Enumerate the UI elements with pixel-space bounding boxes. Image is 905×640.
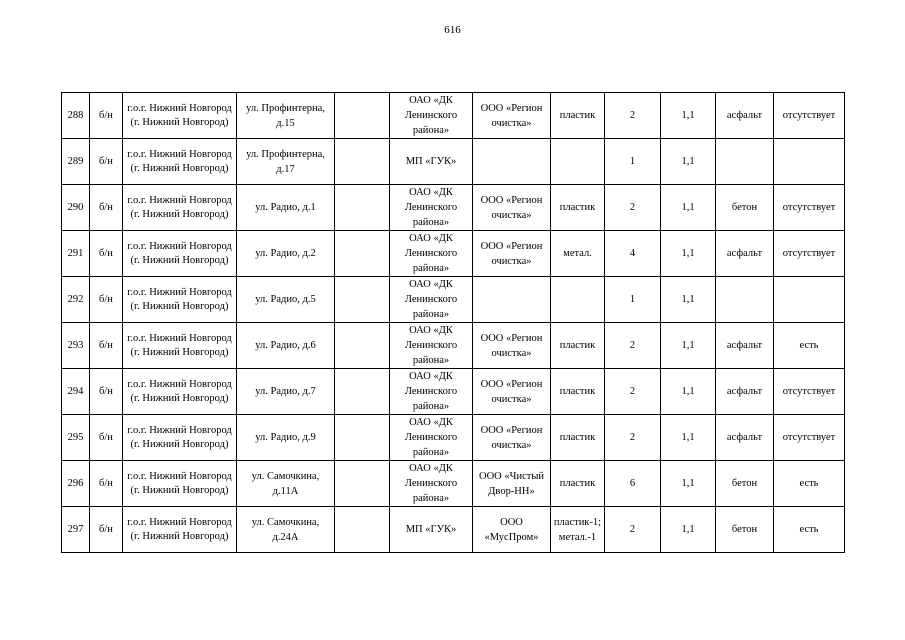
settlement-cell: г.о.г. Нижний Новгород (г. Нижний Новгород)	[123, 323, 237, 369]
address-cell: ул. Радио, д.2	[237, 231, 335, 277]
coordinates-cell	[335, 93, 390, 139]
address-cell: ул. Радио, д.1	[237, 185, 335, 231]
operator-cell	[473, 139, 551, 185]
row-number-cell: 295	[62, 415, 90, 461]
table-row	[62, 93, 845, 139]
container-count-cell: 4	[605, 231, 661, 277]
operator-cell: ООО «Чистый Двор-НН»	[473, 461, 551, 507]
container-material-cell: пластик	[551, 369, 605, 415]
table-row	[62, 139, 845, 185]
owner-cell: ОАО «ДК Ленинского района»	[390, 415, 473, 461]
settlement-cell: г.о.г. Нижний Новгород (г. Нижний Новгород)	[123, 415, 237, 461]
fence-cell	[774, 139, 845, 185]
owner-cell: ОАО «ДК Ленинского района»	[390, 93, 473, 139]
coordinates-cell	[335, 323, 390, 369]
site-number-cell: б/н	[90, 461, 123, 507]
address-cell: ул. Радио, д.7	[237, 369, 335, 415]
owner-cell: ОАО «ДК Ленинского района»	[390, 461, 473, 507]
owner-cell: ОАО «ДК Ленинского района»	[390, 231, 473, 277]
surface-type-cell: бетон	[716, 507, 774, 553]
container-volume-cell: 1,1	[661, 93, 716, 139]
surface-type-cell: асфальт	[716, 231, 774, 277]
address-cell: ул. Самочкина, д.24А	[237, 507, 335, 553]
fence-cell: есть	[774, 323, 845, 369]
fence-cell: отсутствует	[774, 185, 845, 231]
coordinates-cell	[335, 415, 390, 461]
container-material-cell: пластик	[551, 323, 605, 369]
container-count-cell: 2	[605, 369, 661, 415]
operator-cell: ООО «Регион очистка»	[473, 93, 551, 139]
surface-type-cell: асфальт	[716, 415, 774, 461]
surface-type-cell: асфальт	[716, 323, 774, 369]
row-number-cell: 290	[62, 185, 90, 231]
container-material-cell	[551, 139, 605, 185]
fence-cell: есть	[774, 461, 845, 507]
container-count-cell: 2	[605, 323, 661, 369]
owner-cell: ОАО «ДК Ленинского района»	[390, 323, 473, 369]
container-volume-cell: 1,1	[661, 369, 716, 415]
operator-cell	[473, 277, 551, 323]
container-volume-cell: 1,1	[661, 461, 716, 507]
address-cell: ул. Радио, д.9	[237, 415, 335, 461]
fence-cell: отсутствует	[774, 415, 845, 461]
site-number-cell: б/н	[90, 323, 123, 369]
row-number-cell: 291	[62, 231, 90, 277]
container-volume-cell: 1,1	[661, 139, 716, 185]
site-number-cell: б/н	[90, 231, 123, 277]
row-number-cell: 294	[62, 369, 90, 415]
coordinates-cell	[335, 231, 390, 277]
surface-type-cell: бетон	[716, 461, 774, 507]
owner-cell: МП «ГУК»	[390, 139, 473, 185]
address-cell: ул. Профинтерна, д.17	[237, 139, 335, 185]
table-row	[62, 185, 845, 231]
container-count-cell: 2	[605, 415, 661, 461]
container-count-cell: 6	[605, 461, 661, 507]
container-count-cell: 1	[605, 277, 661, 323]
settlement-cell: г.о.г. Нижний Новгород (г. Нижний Новгород)	[123, 461, 237, 507]
site-number-cell: б/н	[90, 139, 123, 185]
fence-cell: отсутствует	[774, 93, 845, 139]
site-number-cell: б/н	[90, 185, 123, 231]
site-number-cell: б/н	[90, 277, 123, 323]
site-number-cell: б/н	[90, 369, 123, 415]
surface-type-cell: асфальт	[716, 369, 774, 415]
container-count-cell: 1	[605, 139, 661, 185]
container-material-cell: пластик	[551, 461, 605, 507]
coordinates-cell	[335, 277, 390, 323]
container-material-cell	[551, 277, 605, 323]
container-volume-cell: 1,1	[661, 323, 716, 369]
owner-cell: ОАО «ДК Ленинского района»	[390, 369, 473, 415]
surface-type-cell: бетон	[716, 185, 774, 231]
address-cell: ул. Радио, д.5	[237, 277, 335, 323]
table-row	[62, 323, 845, 369]
operator-cell: ООО «Регион очистка»	[473, 415, 551, 461]
container-count-cell: 2	[605, 185, 661, 231]
coordinates-cell	[335, 461, 390, 507]
address-cell: ул. Профинтерна, д.15	[237, 93, 335, 139]
address-cell: ул. Радио, д.6	[237, 323, 335, 369]
container-count-cell: 2	[605, 93, 661, 139]
row-number-cell: 292	[62, 277, 90, 323]
row-number-cell: 293	[62, 323, 90, 369]
container-volume-cell: 1,1	[661, 185, 716, 231]
coordinates-cell	[335, 139, 390, 185]
site-number-cell: б/н	[90, 507, 123, 553]
container-volume-cell: 1,1	[661, 415, 716, 461]
operator-cell: ООО «Регион очистка»	[473, 323, 551, 369]
site-number-cell: б/н	[90, 93, 123, 139]
site-number-cell: б/н	[90, 415, 123, 461]
settlement-cell: г.о.г. Нижний Новгород (г. Нижний Новгород)	[123, 139, 237, 185]
container-material-cell: пластик	[551, 185, 605, 231]
page-number: 616	[444, 24, 461, 36]
coordinates-cell	[335, 185, 390, 231]
container-count-cell: 2	[605, 507, 661, 553]
row-number-cell: 296	[62, 461, 90, 507]
operator-cell: ООО «Регион очистка»	[473, 185, 551, 231]
settlement-cell: г.о.г. Нижний Новгород (г. Нижний Новгород)	[123, 231, 237, 277]
settlement-cell: г.о.г. Нижний Новгород (г. Нижний Новгород)	[123, 277, 237, 323]
container-material-cell: пластик-1; метал.-1	[551, 507, 605, 553]
coordinates-cell	[335, 369, 390, 415]
table-row	[62, 369, 845, 415]
fence-cell: отсутствует	[774, 369, 845, 415]
row-number-cell: 297	[62, 507, 90, 553]
fence-cell: есть	[774, 507, 845, 553]
container-material-cell: пластик	[551, 415, 605, 461]
settlement-cell: г.о.г. Нижний Новгород (г. Нижний Новгород)	[123, 507, 237, 553]
table-row	[62, 277, 845, 323]
container-volume-cell: 1,1	[661, 507, 716, 553]
operator-cell: ООО «МусПром»	[473, 507, 551, 553]
fence-cell	[774, 277, 845, 323]
address-cell: ул. Самочкина, д.11А	[237, 461, 335, 507]
operator-cell: ООО «Регион очистка»	[473, 231, 551, 277]
table-row	[62, 231, 845, 277]
row-number-cell: 288	[62, 93, 90, 139]
surface-type-cell	[716, 139, 774, 185]
settlement-cell: г.о.г. Нижний Новгород (г. Нижний Новгород)	[123, 93, 237, 139]
fence-cell: отсутствует	[774, 231, 845, 277]
surface-type-cell	[716, 277, 774, 323]
owner-cell: МП «ГУК»	[390, 507, 473, 553]
coordinates-cell	[335, 507, 390, 553]
container-material-cell: метал.	[551, 231, 605, 277]
registry-table-body	[62, 93, 845, 553]
row-number-cell: 289	[62, 139, 90, 185]
owner-cell: ОАО «ДК Ленинского района»	[390, 277, 473, 323]
container-volume-cell: 1,1	[661, 277, 716, 323]
container-material-cell: пластик	[551, 93, 605, 139]
settlement-cell: г.о.г. Нижний Новгород (г. Нижний Новгород)	[123, 185, 237, 231]
registry-table	[61, 92, 845, 553]
settlement-cell: г.о.г. Нижний Новгород (г. Нижний Новгород)	[123, 369, 237, 415]
operator-cell: ООО «Регион очистка»	[473, 369, 551, 415]
table-row	[62, 415, 845, 461]
container-volume-cell: 1,1	[661, 231, 716, 277]
owner-cell: ОАО «ДК Ленинского района»	[390, 185, 473, 231]
surface-type-cell: асфальт	[716, 93, 774, 139]
table-row	[62, 507, 845, 553]
table-row	[62, 461, 845, 507]
